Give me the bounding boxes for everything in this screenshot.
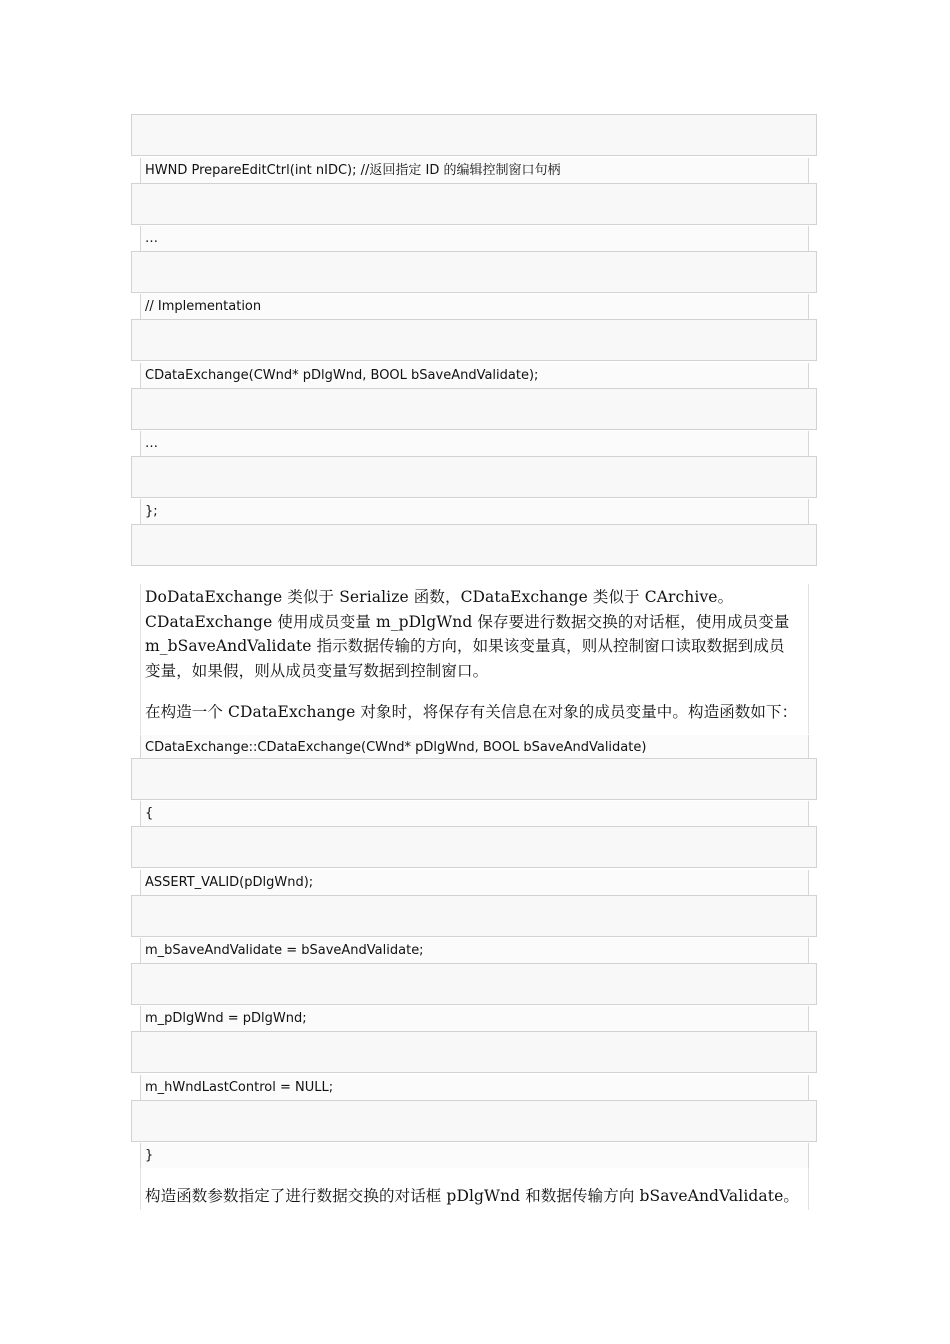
- blank-row: [131, 251, 817, 293]
- paragraph-line: CDataExchange 使用成员变量 m_pDlgWnd 保存要进行数据交换的对话框，使用成员变量: [145, 612, 790, 631]
- code-line: // Implementation: [140, 294, 809, 319]
- blank-row: [131, 114, 817, 156]
- paragraph-line: DoDataExchange 类似于 Serialize 函数，CDataExchange 类似于 CArchive。: [145, 588, 734, 606]
- paragraph-line: 变量，如果假，则从成员变量写数据到控制窗口。: [145, 661, 489, 680]
- blank-row: [131, 524, 817, 566]
- blank-row: [131, 183, 817, 225]
- code-line: CDataExchange::CDataExchange(CWnd* pDlgWnd, BOOL bSaveAndValidate): [140, 735, 809, 760]
- code-line: }: [140, 1143, 809, 1168]
- code-line: …: [140, 226, 809, 251]
- paragraph-2: 在构造一个 CDataExchange 对象时，将保存有关信息在对象的成员变量中。构造函数如下：: [145, 703, 798, 721]
- code-line: };: [140, 499, 809, 524]
- code-line: m_pDlgWnd = pDlgWnd;: [140, 1006, 809, 1031]
- code-line: m_hWndLastControl = NULL;: [140, 1075, 809, 1100]
- blank-row: [131, 1031, 817, 1073]
- prose-block: [140, 584, 809, 734]
- paragraph-1: [145, 584, 808, 683]
- blank-row: [131, 758, 817, 800]
- paragraph-line: m_bSaveAndValidate 指示数据传输的方向，如果该变量真，则从控制窗口读取数据到成员: [145, 637, 785, 655]
- blank-row: [131, 963, 817, 1005]
- prose-block-final: [140, 1168, 809, 1210]
- blank-row: [131, 1100, 817, 1142]
- blank-row: [131, 826, 817, 868]
- code-line: ASSERT_VALID(pDlgWnd);: [140, 870, 809, 895]
- code-line: m_bSaveAndValidate = bSaveAndValidate;: [140, 938, 809, 963]
- code-line: {: [140, 801, 809, 826]
- blank-row: [131, 319, 817, 361]
- code-line: CDataExchange(CWnd* pDlgWnd, BOOL bSaveAndValidate);: [140, 363, 809, 388]
- paragraph-3: 构造函数参数指定了进行数据交换的对话框 pDlgWnd 和数据传输方向 bSaveAndValidate。: [145, 1187, 799, 1205]
- blank-row: [131, 388, 817, 430]
- blank-row: [131, 895, 817, 937]
- code-line: …: [140, 431, 809, 456]
- blank-row: [131, 456, 817, 498]
- code-line: HWND PrepareEditCtrl(int nIDC); //返回指定 ID 的编辑控制窗口句柄: [140, 158, 809, 183]
